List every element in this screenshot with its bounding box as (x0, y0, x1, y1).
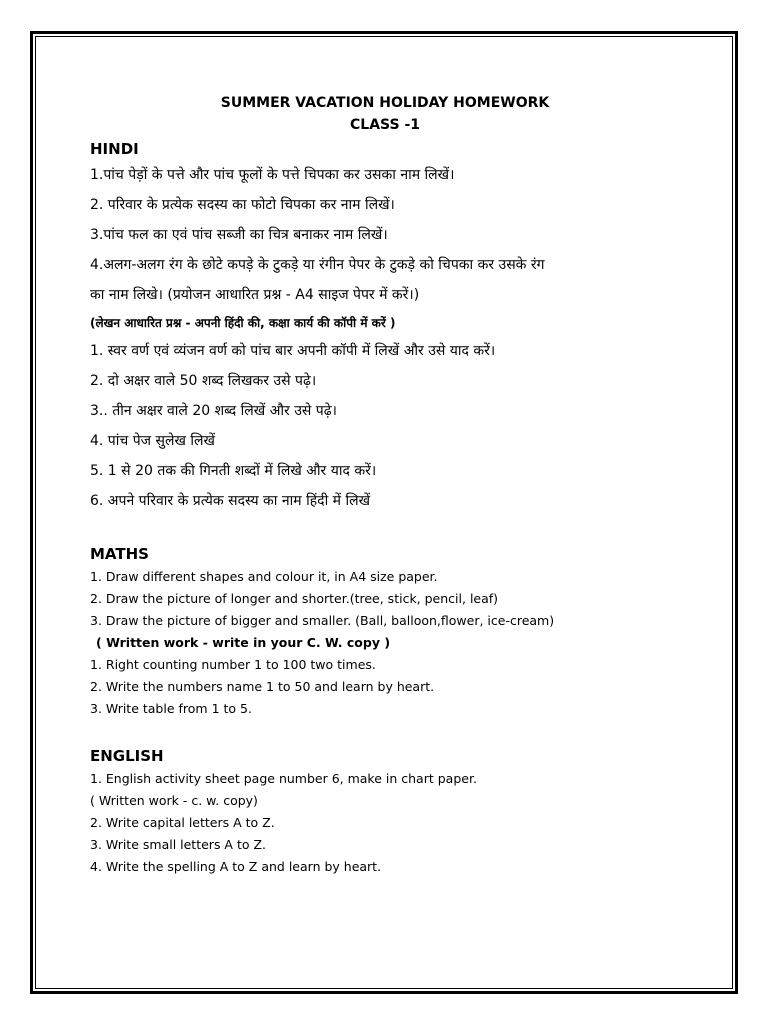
hindi-written-item: 1. स्वर वर्ण एवं व्यंजन वर्ण को पांच बार अपनी कॉपी में लिखें और उसे याद करें। (90, 343, 496, 359)
maths-list (90, 566, 690, 632)
class-title: CLASS -1 (350, 117, 420, 133)
hindi-item: 2. परिवार के प्रत्येक सदस्य का फोटो चिपका कर नाम लिखें। (90, 197, 395, 213)
document-title: SUMMER VACATION HOLIDAY HOMEWORK (220, 95, 550, 111)
maths-item: 1. Draw different shapes and colour it, in A4 size paper. (90, 569, 438, 584)
maths-heading: MATHS (90, 545, 149, 563)
hindi-list (90, 160, 690, 310)
maths-item: 3. Draw the picture of bigger and smaller. (Ball, balloon,flower, ice-cream) (90, 613, 555, 628)
english-list (90, 768, 690, 878)
hindi-written-item: 6. अपने परिवार के प्रत्येक सदस्य का नाम हिंदी में लिखें (90, 493, 371, 509)
hindi-item: 4.अलग-अलग रंग के छोटे कपड़े के टुकड़े या रंगीन पेपर के टुकड़े को चिपका कर उसके रंग (90, 257, 545, 273)
hindi-heading: HINDI (90, 140, 139, 158)
maths-item: 2. Draw the picture of longer and shorter.(tree, stick, pencil, leaf) (90, 591, 499, 606)
homework-document (90, 92, 690, 878)
maths-written-note: ( Written work - write in your C. W. copy ) (96, 635, 391, 650)
hindi-item: 1.पांच पेड़ों के पत्ते और पांच फूलों के पत्ते चिपका कर उसका नाम लिखें। (90, 167, 455, 183)
maths-written-item: 1. Right counting number 1 to 100 two times. (90, 657, 376, 672)
hindi-written-item: 4. पांच पेज सुलेख लिखें (90, 433, 215, 449)
english-item: 2. Write capital letters A to Z. (90, 815, 275, 830)
hindi-written-note: (लेखन आधारित प्रश्न - अपनी हिंदी की, कक्षा कार्य की कॉपी में करें ) (90, 316, 396, 330)
english-item: 3. Write small letters A to Z. (90, 837, 267, 852)
english-item: 4. Write the spelling A to Z and learn by heart. (90, 859, 382, 874)
english-item: 1. English activity sheet page number 6, make in chart paper. (90, 771, 477, 786)
hindi-written-item: 3.. तीन अक्षर वाले 20 शब्द लिखें और उसे पढ़े। (90, 403, 337, 419)
maths-written-list (90, 654, 690, 720)
english-item: ( Written work - c. w. copy) (90, 793, 258, 808)
hindi-item: का नाम लिखे। (प्रयोजन आधारित प्रश्न - A4 साइज पेपर में करें।) (90, 287, 420, 303)
hindi-item: 3.पांच फल का एवं पांच सब्जी का चित्र बनाकर नाम लिखें। (90, 227, 388, 243)
hindi-written-item: 5. 1 से 20 तक की गिनती शब्दों में लिखे और याद करें। (90, 463, 377, 479)
hindi-written-item: 2. दो अक्षर वाले 50 शब्द लिखकर उसे पढ़े। (90, 373, 317, 389)
maths-written-item: 3. Write table from 1 to 5. (90, 701, 252, 716)
hindi-written-list (90, 336, 690, 516)
english-heading: ENGLISH (90, 747, 164, 765)
maths-written-item: 2. Write the numbers name 1 to 50 and learn by heart. (90, 679, 435, 694)
